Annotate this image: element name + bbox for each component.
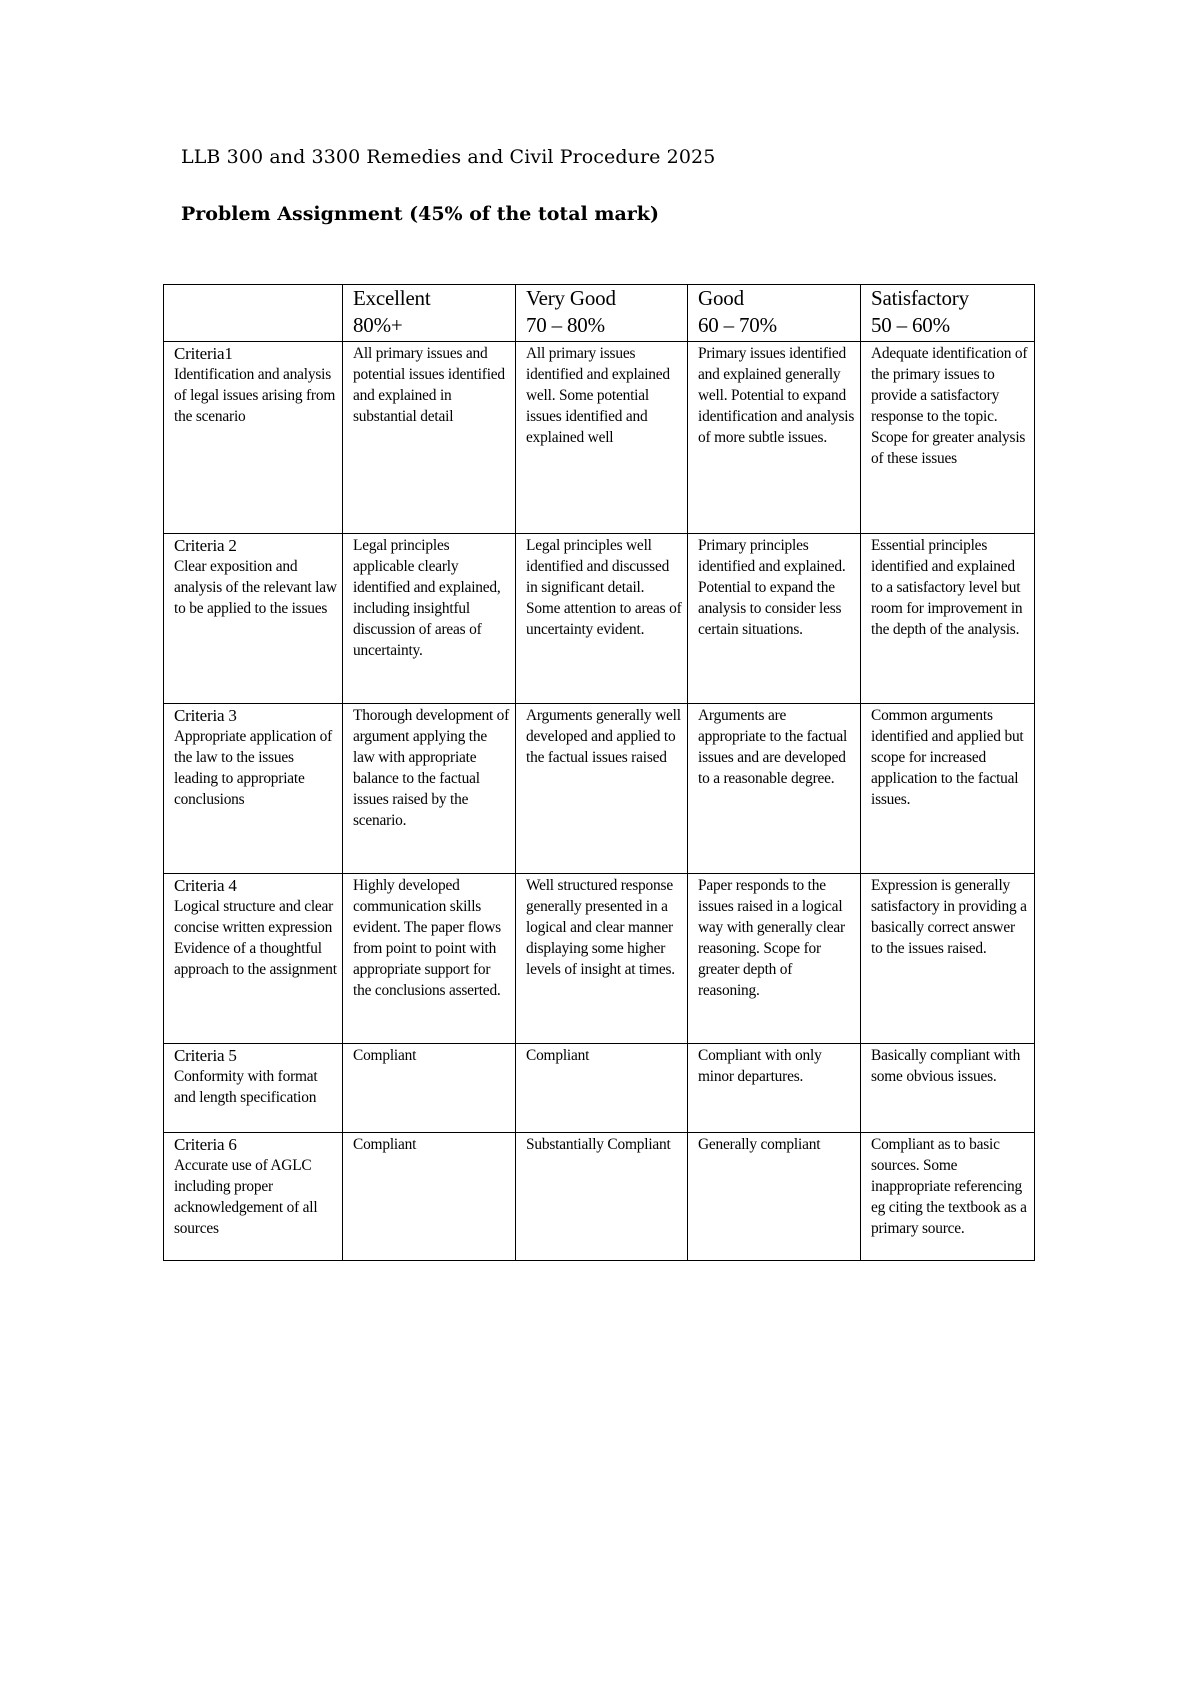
rubric-cell-excellent: All primary issues and potential issues identified and explained in substantial detail <box>343 342 516 534</box>
rubric-cell-excellent: Thorough development of argument applying the law with appropriate balance to the factual issues raised by the scenario. <box>343 704 516 874</box>
rubric-cell-good: Compliant with only minor departures. <box>688 1044 861 1133</box>
rubric-cell-good: Generally compliant <box>688 1133 861 1261</box>
level-header-good <box>688 285 861 342</box>
document-subtitle: Problem Assignment (45% of the total mark) <box>181 203 659 225</box>
criteria-cell <box>164 1044 343 1133</box>
criteria-title: Criteria 2 <box>174 536 237 555</box>
rubric-cell-good: Paper responds to the issues raised in a logical way with generally clear reasoning. Scope for greater depth of reasoning. <box>688 874 861 1044</box>
rubric-cell-good: Arguments are appropriate to the factual issues and are developed to a reasonable degree. <box>688 704 861 874</box>
level-header-excellent <box>343 285 516 342</box>
criteria-title: Criteria 5 <box>174 1046 237 1065</box>
marking-rubric-table <box>163 284 1035 1261</box>
criteria-description: Logical structure and clear concise written expression Evidence of a thoughtful approach to the assignment <box>174 898 337 978</box>
level-range: 70 – 80% <box>526 313 605 337</box>
criteria-row-6 <box>164 1133 1035 1261</box>
rubric-cell-excellent: Compliant <box>343 1044 516 1133</box>
level-name: Good <box>698 286 744 310</box>
criteria-description: Accurate use of AGLC including proper acknowledgement of all sources <box>174 1157 318 1237</box>
rubric-corner-cell <box>164 285 343 342</box>
rubric-cell-very-good: Substantially Compliant <box>516 1133 688 1261</box>
criteria-row-2 <box>164 534 1035 704</box>
criteria-title: Criteria1 <box>174 344 233 363</box>
rubric-cell-excellent: Legal principles applicable clearly identified and explained, including insightful discussion of areas of uncertainty. <box>343 534 516 704</box>
criteria-description: Conformity with format and length specification <box>174 1068 318 1106</box>
criteria-description: Clear exposition and analysis of the relevant law to be applied to the issues <box>174 558 337 617</box>
rubric-cell-excellent: Compliant <box>343 1133 516 1261</box>
criteria-cell <box>164 1133 343 1261</box>
criteria-description: Appropriate application of the law to the issues leading to appropriate conclusions <box>174 728 333 808</box>
rubric-cell-satisfactory: Compliant as to basic sources. Some inappropriate referencing eg citing the textbook as a primary source. <box>861 1133 1035 1261</box>
criteria-cell <box>164 874 343 1044</box>
criteria-row-1 <box>164 342 1035 534</box>
rubric-cell-good: Primary principles identified and explained. Potential to expand the analysis to consider less certain situations. <box>688 534 861 704</box>
document-title: LLB 300 and 3300 Remedies and Civil Procedure 2025 <box>181 146 716 168</box>
level-name: Very Good <box>526 286 616 310</box>
rubric-cell-excellent: Highly developed communication skills evident. The paper flows from point to point with appropriate support for the conclusions asserted. <box>343 874 516 1044</box>
rubric-cell-very-good: Legal principles well identified and discussed in significant detail. Some attention to areas of uncertainty evident. <box>516 534 688 704</box>
criteria-cell <box>164 534 343 704</box>
rubric-cell-satisfactory: Basically compliant with some obvious issues. <box>861 1044 1035 1133</box>
criteria-row-3 <box>164 704 1035 874</box>
level-range: 60 – 70% <box>698 313 777 337</box>
level-name: Satisfactory <box>871 286 969 310</box>
rubric-cell-satisfactory: Common arguments identified and applied but scope for increased application to the factual issues. <box>861 704 1035 874</box>
rubric-cell-good: Primary issues identified and explained generally well. Potential to expand identification and analysis of more subtle issues. <box>688 342 861 534</box>
level-name: Excellent <box>353 286 431 310</box>
level-range: 50 – 60% <box>871 313 950 337</box>
rubric-header-row <box>164 285 1035 342</box>
rubric-cell-very-good: Arguments generally well developed and applied to the factual issues raised <box>516 704 688 874</box>
criteria-row-4 <box>164 874 1035 1044</box>
criteria-cell <box>164 342 343 534</box>
rubric-cell-satisfactory: Adequate identification of the primary issues to provide a satisfactory response to the topic. Scope for greater analysis of these issues <box>861 342 1035 534</box>
criteria-title: Criteria 3 <box>174 706 237 725</box>
level-header-satisfactory <box>861 285 1035 342</box>
level-range: 80%+ <box>353 313 403 337</box>
rubric-cell-very-good: Well structured response generally presented in a logical and clear manner displaying some higher levels of insight at times. <box>516 874 688 1044</box>
criteria-title: Criteria 4 <box>174 876 237 895</box>
criteria-description: Identification and analysis of legal issues arising from the scenario <box>174 366 336 425</box>
rubric-cell-very-good: Compliant <box>516 1044 688 1133</box>
rubric-cell-satisfactory: Expression is generally satisfactory in providing a basically correct answer to the issues raised. <box>861 874 1035 1044</box>
rubric-cell-satisfactory: Essential principles identified and explained to a satisfactory level but room for improvement in the depth of the analysis. <box>861 534 1035 704</box>
rubric-cell-very-good: All primary issues identified and explained well. Some potential issues identified and explained well <box>516 342 688 534</box>
criteria-cell <box>164 704 343 874</box>
level-header-very-good <box>516 285 688 342</box>
criteria-title: Criteria 6 <box>174 1135 237 1154</box>
criteria-row-5 <box>164 1044 1035 1133</box>
